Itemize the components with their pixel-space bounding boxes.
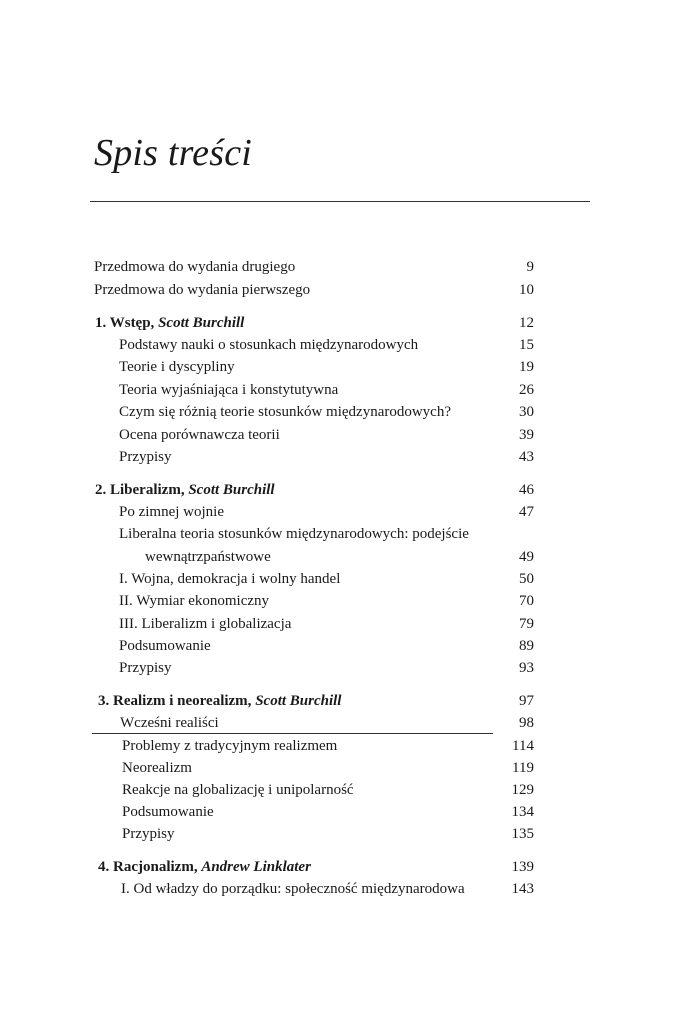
toc-entry-page: 49 [519,549,534,565]
toc-entry-page: 97 [519,693,534,709]
toc-entry-page: 12 [519,315,534,331]
toc-page [500,691,534,711]
toc-page [500,380,534,400]
toc-page [500,824,534,844]
toc-page [500,402,534,422]
toc-entry-page: 89 [519,638,534,654]
chapter-author: Andrew Linklater [201,859,311,875]
toc-entry-title: Podsumowanie [119,638,211,654]
toc-entry-title: Neorealizm [122,760,192,776]
chapter-title: 2. Liberalizm, [95,482,185,498]
toc-entry-title: wewnątrzpaństwowe [145,549,271,565]
toc-entry-title: Teoria wyjaśniająca i konstytutywna [119,382,339,398]
toc-entry-title: Przypisy [122,826,175,842]
toc-page [500,447,534,467]
toc-entry-title: Teorie i dyscypliny [119,359,235,375]
toc-page [500,313,534,333]
toc-page [500,857,534,877]
toc-entry-page: 15 [519,337,534,353]
toc-entry-page: 114 [512,738,534,754]
toc-entry-page: 119 [512,760,534,776]
toc-entry-page: 9 [526,259,534,275]
toc-page [500,591,534,611]
toc-page [500,335,534,355]
toc-page [500,802,534,822]
toc-entry-title: Problemy z tradycyjnym realizmem [122,738,338,754]
toc-entry-page: 39 [519,427,534,443]
toc-entry-title: Podstawy nauki o stosunkach międzynarodowych [119,337,419,353]
toc-entry-page: 134 [511,804,534,820]
title-rule [90,201,590,202]
chapter-author: Scott Burchill [158,315,245,331]
toc-page [500,713,534,733]
toc-entry-page: 79 [519,616,534,632]
toc-entry-title: II. Wymiar ekonomiczny [119,593,270,609]
toc-page [500,658,534,678]
toc-page [500,614,534,634]
toc-page [500,502,534,522]
toc-entry-page: 129 [511,782,534,798]
toc-entry-page: 47 [519,504,534,520]
toc-entry-title: Przypisy [119,449,172,465]
toc-page [500,879,534,899]
toc-page [500,636,534,656]
toc-entry-title: Wcześni realiści [120,715,219,731]
toc-entry-title: Liberalna teoria stosunków międzynarodowych: podejście [119,526,469,542]
toc-entry-page: 10 [519,282,534,298]
chapter-title: 1. Wstęp, [95,315,155,331]
toc-entry-title: Czym się różnią teorie stosunków międzynarodowych? [119,404,451,420]
toc-entry-page: 135 [511,826,534,842]
toc-page [500,758,534,778]
toc-entry-title: Ocena porównawcza teorii [119,427,280,443]
toc-entry-title: Przypisy [119,660,172,676]
toc-page [500,280,534,300]
toc-entry-title: Przedmowa do wydania drugiego [94,259,296,275]
page-title: Spis treści [94,132,253,174]
toc-entry-page: 139 [511,859,534,875]
toc-page [500,480,534,500]
toc-entry-title: III. Liberalizm i globalizacja [119,616,292,632]
toc-entry-page: 70 [519,593,534,609]
toc-entry-page: 50 [519,571,534,587]
toc-page [500,569,534,589]
toc-entry-title: Przedmowa do wydania pierwszego [94,282,311,298]
toc-entry-title: I. Wojna, demokracja i wolny handel [119,571,341,587]
chapter-title: 3. Realizm i neorealizm, [98,693,252,709]
toc-entry-page: 98 [519,715,534,731]
toc-entry-title: I. Od władzy do porządku: społeczność międzynarodowa [121,881,465,897]
toc-page [500,547,534,567]
toc-entry-page: 19 [519,359,534,375]
toc-page [520,257,534,277]
toc-entry-page: 30 [519,404,534,420]
chapter-author: Scott Burchill [255,693,342,709]
toc-page [500,425,534,445]
section-rule [92,733,493,734]
toc-entry-page: 43 [519,449,534,465]
toc-page [500,780,534,800]
toc-entry-title: Podsumowanie [122,804,214,820]
toc-page [500,736,534,756]
toc-entry-page: 26 [519,382,534,398]
toc-entry-page: 93 [519,660,534,676]
toc-entry-page: 46 [519,482,534,498]
toc-entry-title: Reakcje na globalizację i unipolarność [122,782,354,798]
chapter-title: 4. Racjonalizm, [98,859,198,875]
toc-entry-page: 143 [511,881,534,897]
chapter-author: Scott Burchill [188,482,275,498]
toc-page [500,357,534,377]
toc-entry-title: Po zimnej wojnie [119,504,224,520]
